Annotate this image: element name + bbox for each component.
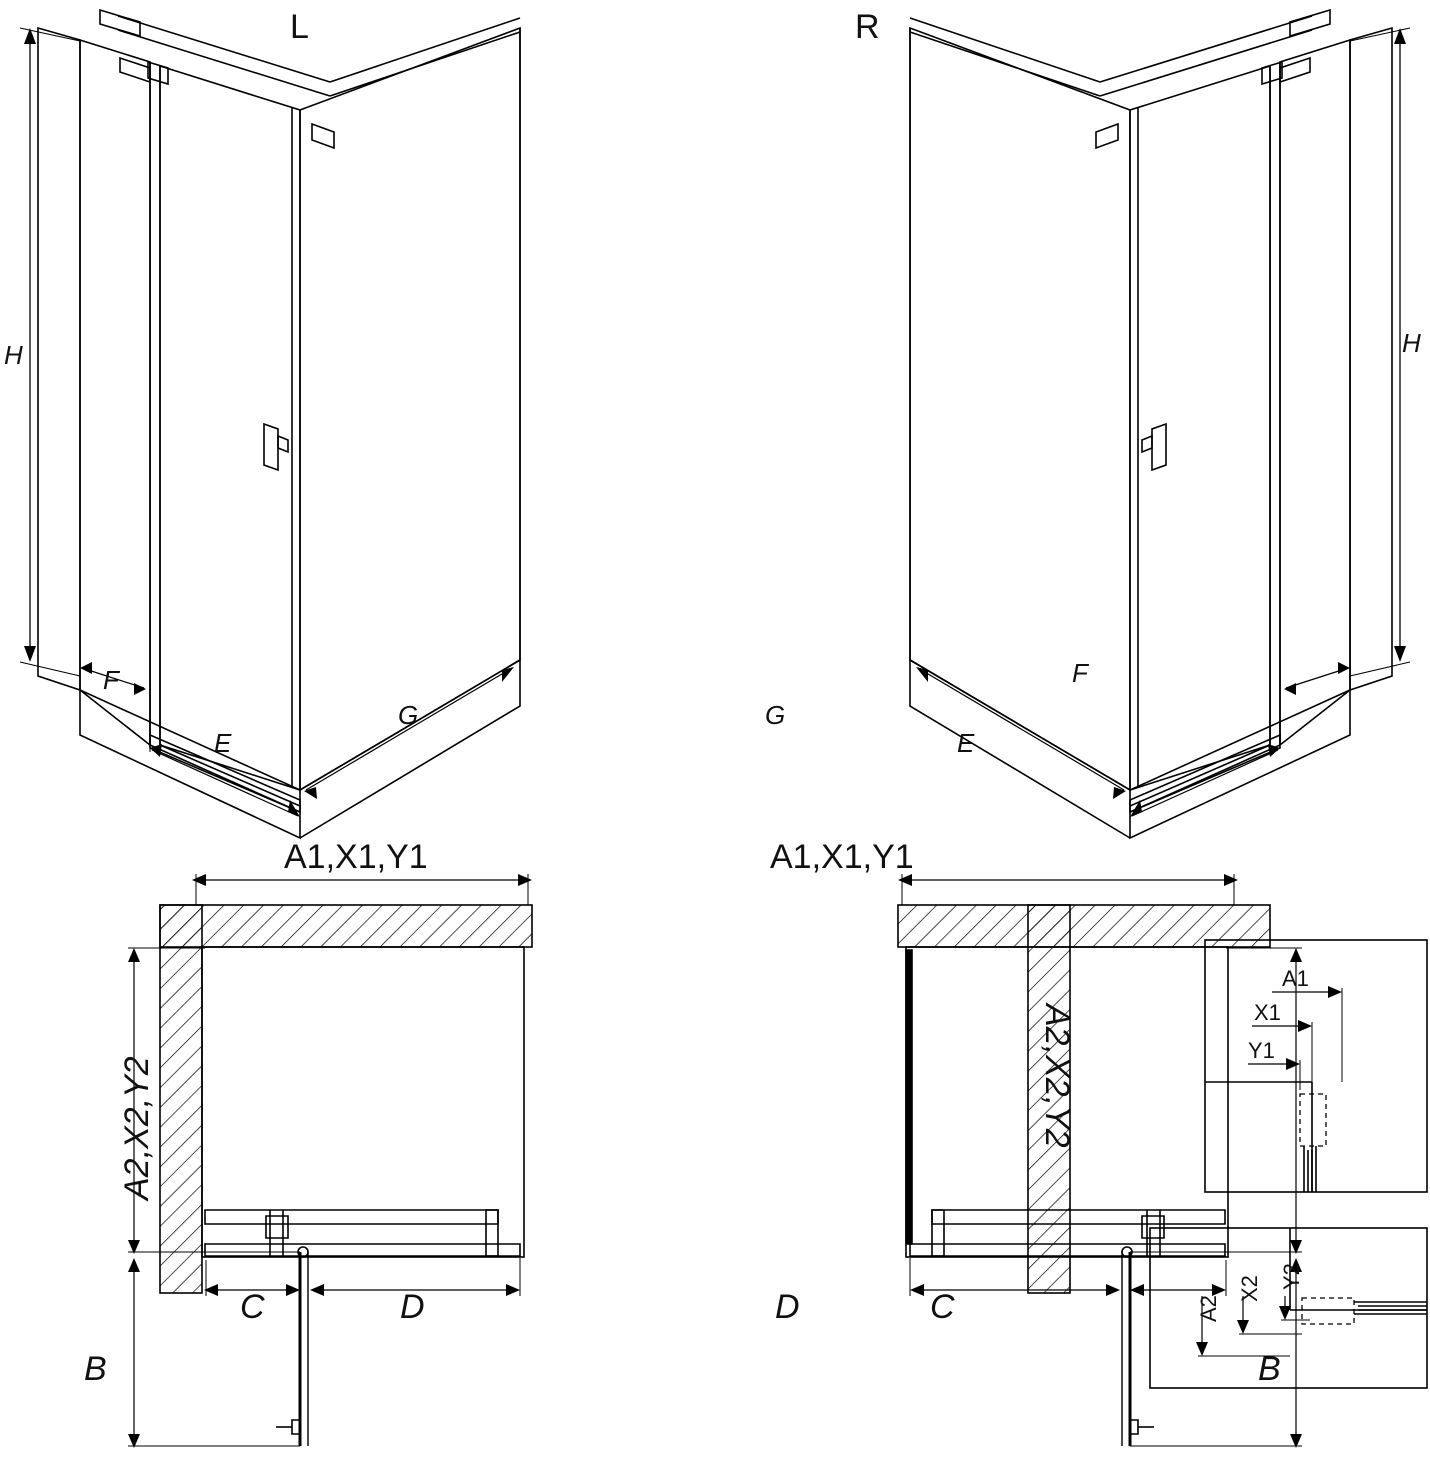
plan-right-top-dim: A1,X1,Y1 bbox=[770, 838, 914, 876]
iso-right-dim-e: E bbox=[957, 728, 975, 758]
plan-left-top-dim: A1,X1,Y1 bbox=[284, 838, 428, 876]
plan-right-dim-c: C bbox=[930, 1288, 955, 1326]
plan-left-dim-c: C bbox=[240, 1288, 265, 1326]
detail-bottom-label-a2: A2 bbox=[1196, 1295, 1221, 1322]
iso-left-dim-e: E bbox=[214, 728, 232, 758]
iso-left-dim-g: G bbox=[398, 700, 419, 730]
detail-top-label-x1: X1 bbox=[1254, 1000, 1281, 1025]
view-title-right: R bbox=[855, 8, 880, 46]
plan-left-dim-d: D bbox=[400, 1288, 425, 1326]
iso-right-height-label: H bbox=[1402, 328, 1421, 358]
detail-top-label-a1: A1 bbox=[1282, 966, 1309, 991]
plan-left-dim-b: B bbox=[84, 1350, 107, 1388]
view-title-left: L bbox=[290, 8, 309, 46]
plan-right-side-dim: A2,X2,Y2 bbox=[1038, 1004, 1076, 1148]
detail-bottom-label-x2: X2 bbox=[1237, 1275, 1262, 1302]
iso-left-dim-f: F bbox=[103, 665, 119, 695]
plan-left-side-dim: A2,X2,Y2 bbox=[118, 1056, 156, 1200]
iso-right-dim-f: F bbox=[1072, 658, 1088, 688]
detail-top-label-y1: Y1 bbox=[1248, 1038, 1275, 1063]
iso-left-height-label: H bbox=[4, 340, 23, 370]
detail-bottom-label-y2: Y2 bbox=[1279, 1263, 1304, 1290]
plan-right-dim-d: D bbox=[775, 1288, 800, 1326]
plan-right-dim-b: B bbox=[1258, 1350, 1281, 1388]
iso-right-dim-g: G bbox=[765, 700, 786, 730]
